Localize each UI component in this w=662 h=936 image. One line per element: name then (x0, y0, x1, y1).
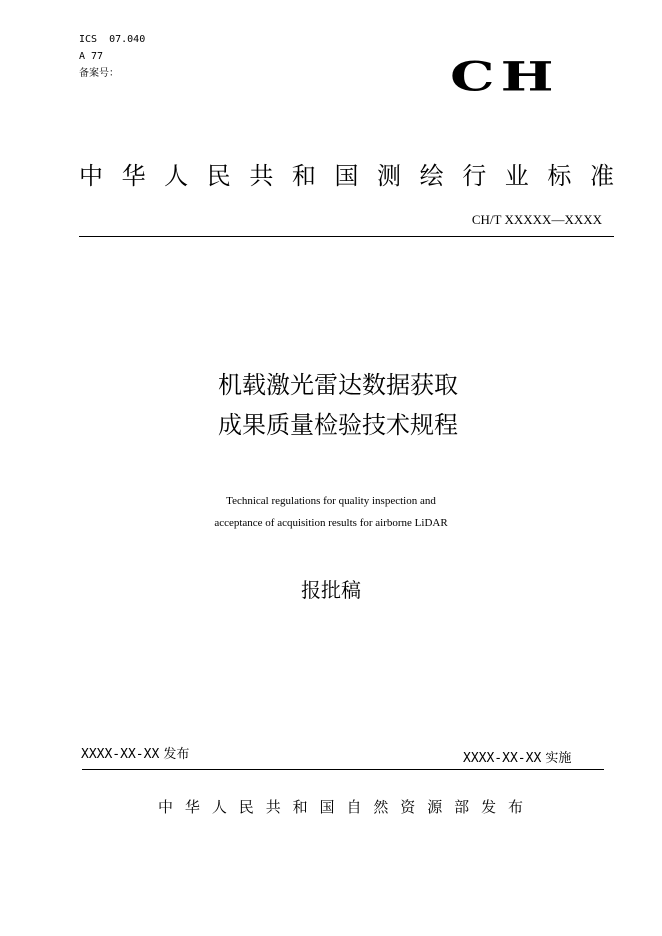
character: 中 (158, 798, 174, 816)
character: 和 (291, 162, 316, 190)
character: 准 (589, 162, 614, 190)
character: 业 (504, 162, 529, 190)
character: 国 (334, 162, 359, 190)
character: 华 (121, 162, 146, 190)
ccs-code: A 77 (79, 51, 104, 62)
character: 共 (249, 162, 274, 190)
character: 源 (427, 798, 443, 816)
character: 中 (79, 162, 103, 190)
character: 绘 (419, 162, 444, 190)
character: 发 (481, 798, 497, 816)
standard-category (79, 160, 614, 192)
issue-label: 发布 (163, 747, 190, 762)
standard-code: CH/T XXXXX—XXXX (471, 212, 602, 227)
footer-divider (82, 769, 604, 770)
character: 标 (547, 162, 572, 190)
draft-status: 报批稿 (301, 578, 361, 602)
character: 布 (507, 798, 523, 816)
character: 和 (292, 798, 308, 816)
character: 民 (206, 162, 231, 190)
character: 行 (462, 162, 487, 190)
implement-date (463, 751, 571, 767)
character: 人 (164, 162, 189, 190)
issuing-authority (158, 797, 523, 817)
document-title-line-1: 机载激光雷达数据获取 (218, 371, 458, 399)
character: 资 (400, 798, 416, 816)
character: 部 (454, 798, 470, 816)
character: 然 (373, 798, 389, 816)
issue-date (81, 747, 189, 763)
header-divider (79, 236, 614, 237)
english-title-line-1: Technical regulations for quality inspection and (226, 495, 436, 507)
character: 人 (211, 798, 227, 816)
implement-label: 实施 (545, 751, 572, 766)
filing-number-label: 备案号： (79, 68, 119, 79)
character: 测 (377, 162, 402, 190)
english-title-line-2: acceptance of acquisition results for airborne LiDAR (214, 517, 448, 529)
implement-date-value: XXXX-XX-XX (463, 751, 542, 766)
ch-logo: CH (450, 52, 560, 101)
issue-date-value: XXXX-XX-XX (81, 747, 160, 762)
document-title-line-2: 成果质量检验技术规程 (218, 411, 458, 439)
character: 国 (319, 798, 335, 816)
ics-code: ICS 07.040 (79, 34, 146, 45)
character: 共 (265, 798, 281, 816)
character: 自 (346, 798, 362, 816)
character: 民 (238, 798, 254, 816)
character: 华 (184, 798, 200, 816)
